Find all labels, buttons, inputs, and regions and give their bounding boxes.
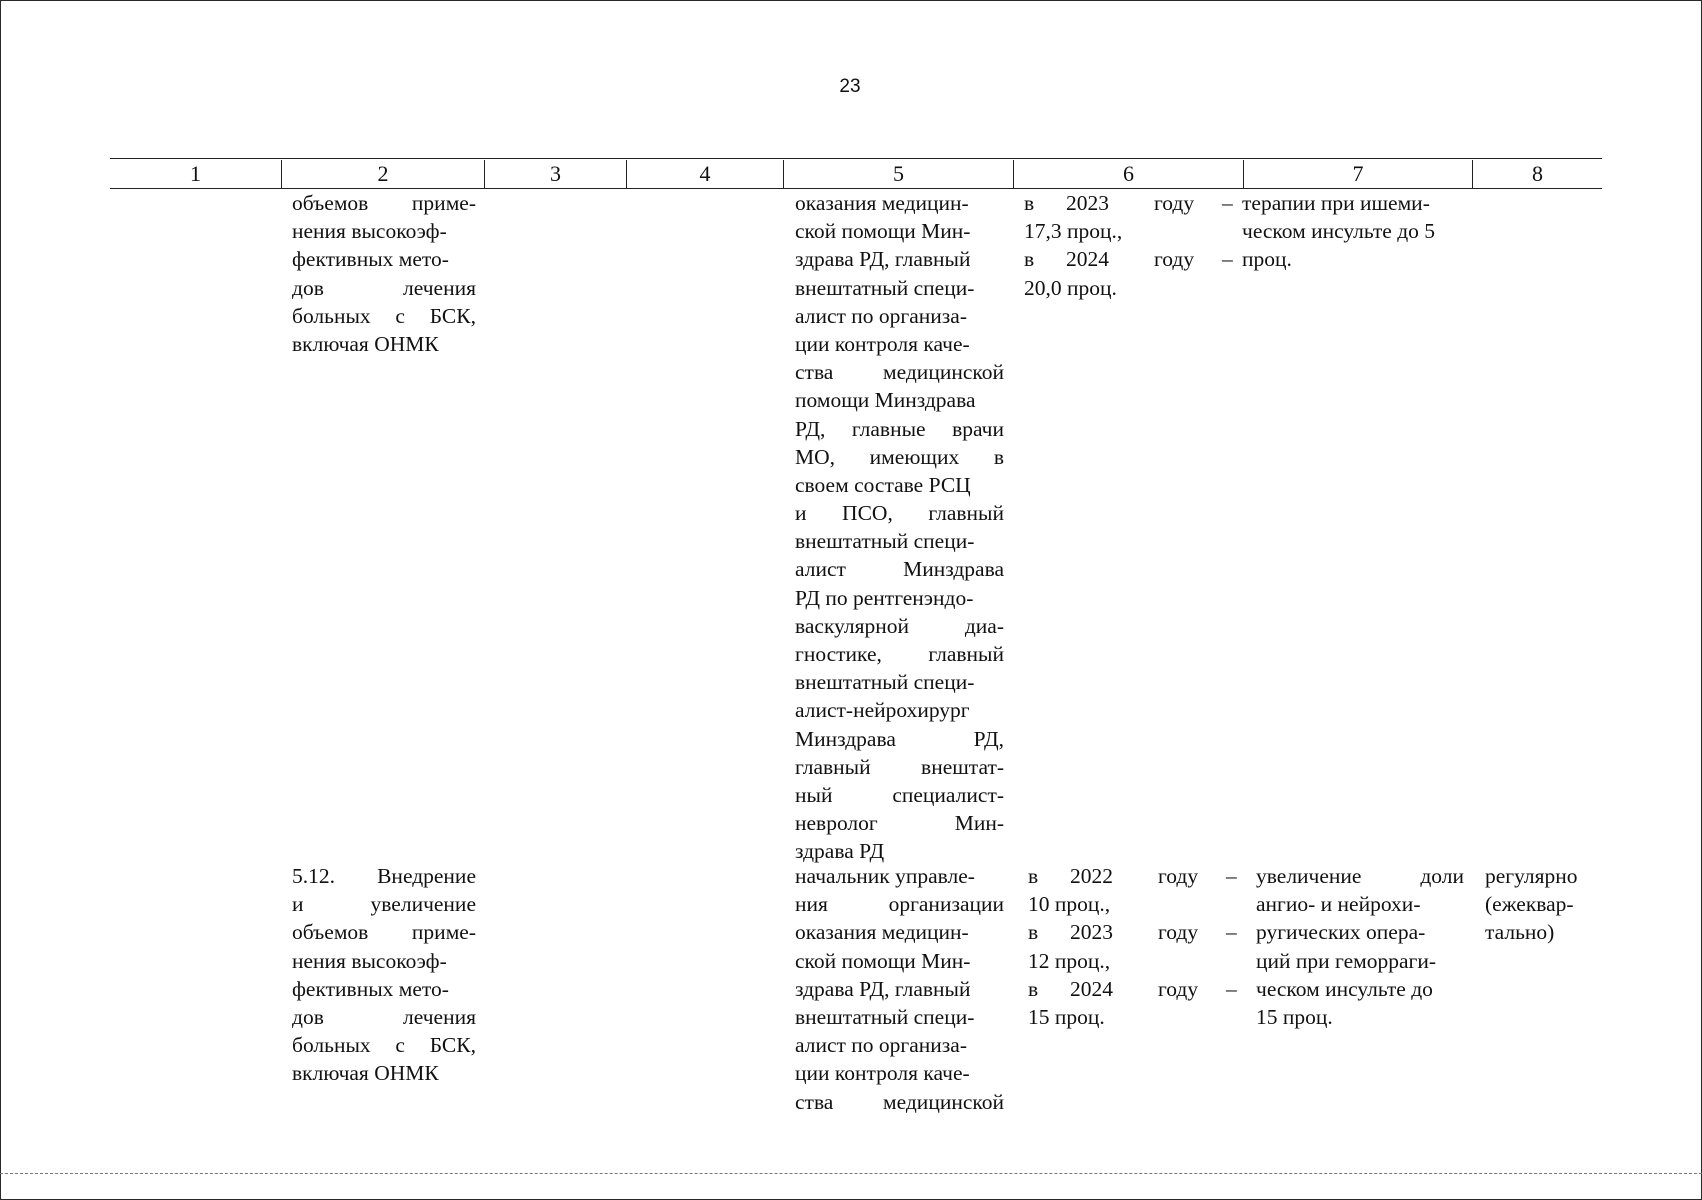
text-line: оказания медицин-: [795, 920, 969, 945]
row2-responsible-cell: [795, 862, 1004, 1116]
text-line: (ежеквар-: [1485, 892, 1574, 917]
text-line: больных с БСК,: [292, 303, 476, 328]
header-top-rule: [110, 158, 1602, 159]
percent-value: 15 проц.: [1028, 1004, 1105, 1029]
text-line: и ПСО, главный: [795, 501, 1004, 526]
column-header-3: 3: [550, 161, 561, 186]
text-line: ангио- и нейрохи-: [1256, 892, 1421, 917]
column-header-1: 1: [190, 161, 201, 186]
text-line: терапии при ишеми-: [1242, 191, 1430, 215]
text-line: РД по рентгенэндо-: [795, 585, 974, 610]
text-line: ный специалист-: [795, 782, 1004, 807]
text-line: регулярно: [1485, 864, 1578, 888]
text-line: ругических опера-: [1256, 920, 1426, 945]
text-line: внештатный специ-: [795, 670, 975, 695]
dash: –: [1226, 976, 1237, 1001]
text-line: тально): [1485, 920, 1555, 945]
text-line: МО, имеющих в: [795, 444, 1004, 469]
column-header-4: 4: [699, 161, 711, 186]
year-prefix: в: [1024, 191, 1035, 215]
year-word: году: [1154, 247, 1195, 272]
text-line: ской помощи Мин-: [795, 219, 971, 244]
row1-responsible-cell: [795, 189, 1004, 866]
text-line: здрава РД: [795, 839, 885, 864]
text-line: 5.12. Внедрение: [292, 864, 476, 888]
year-value: 2024: [1070, 976, 1113, 1001]
text-line: нения высокоэф-: [292, 948, 447, 973]
text-line: ции контроля каче-: [795, 1061, 970, 1086]
text-line: 15 проц.: [1256, 1004, 1333, 1029]
text-line: гностике, главный: [795, 642, 1004, 666]
year-prefix: в: [1028, 920, 1039, 945]
text-line: своем составе РСЦ: [795, 472, 971, 497]
row1-indicator-values-cell: [1024, 189, 1274, 302]
column-header-7: 7: [1352, 161, 1364, 186]
text-line: оказания медицин-: [795, 191, 969, 215]
column-header-6: 6: [1123, 161, 1134, 186]
year-word: году: [1158, 864, 1199, 888]
text-line: дов лечения: [292, 275, 476, 300]
text-line: больных с БСК,: [292, 1033, 476, 1058]
text-line: ства медицинской: [795, 360, 1004, 385]
row2-deadline-cell: [1485, 862, 1600, 947]
text-line: внештатный специ-: [795, 1004, 975, 1029]
percent-value: 20,0 проц.: [1024, 275, 1117, 300]
text-line: ции контроля каче-: [795, 331, 970, 356]
year-line: [1024, 245, 1274, 273]
text-line: алист Минздрава: [795, 557, 1004, 582]
year-value: 2022: [1070, 864, 1113, 888]
column-header-5: 5: [893, 161, 904, 186]
text-line: васкулярной диа-: [795, 613, 1004, 638]
text-line: помощи Минздрава: [795, 388, 976, 413]
percent-value: 12 проц.,: [1028, 948, 1111, 973]
row1-task-cell: [292, 189, 476, 358]
dash: –: [1226, 864, 1237, 888]
year-line: [1028, 862, 1278, 890]
text-line: невролог Мин-: [795, 811, 1004, 836]
text-line: объемов приме-: [292, 191, 476, 215]
text-line: ческом инсульте до 5: [1242, 219, 1436, 244]
text-line: ской помощи Мин-: [795, 948, 971, 973]
row2-indicator-values-cell: [1028, 862, 1278, 1031]
page-number: 23: [839, 76, 861, 97]
text-line: фективных мето-: [292, 976, 449, 1001]
year-word: году: [1154, 191, 1195, 215]
text-line: алист-нейрохирург: [795, 698, 970, 723]
year-line: [1028, 975, 1278, 1003]
text-line: алист по организа-: [795, 303, 967, 328]
column-header-2: 2: [377, 161, 389, 186]
text-line: включая ОНМК: [292, 1061, 439, 1086]
dash: –: [1222, 247, 1233, 272]
text-line: начальник управле-: [795, 864, 975, 888]
text-line: главный внештат-: [795, 754, 1004, 779]
year-value: 2023: [1070, 920, 1113, 945]
text-line: ческом инсульте до: [1256, 976, 1433, 1001]
row1-result-cell: [1242, 189, 1468, 274]
text-line: включая ОНМК: [292, 331, 439, 356]
year-value: 2024: [1066, 247, 1109, 272]
text-line: внештатный специ-: [795, 529, 975, 554]
scan-edge-line: [0, 1173, 1702, 1175]
text-line: ния организации: [795, 892, 1004, 917]
text-line: здрава РД, главный: [795, 976, 971, 1001]
text-line: здрава РД, главный: [795, 247, 971, 272]
year-prefix: в: [1024, 247, 1035, 272]
year-word: году: [1158, 920, 1199, 945]
year-word: году: [1158, 976, 1199, 1001]
text-line: проц.: [1242, 247, 1292, 272]
row2-result-cell: [1256, 862, 1464, 1031]
text-line: внештатный специ-: [795, 275, 975, 300]
year-line: [1028, 918, 1278, 946]
text-line: фективных мето-: [292, 247, 449, 272]
row2-task-cell: [292, 862, 476, 1088]
text-line: объемов приме-: [292, 920, 476, 945]
year-line: [1024, 189, 1274, 217]
text-line: ций при геморраги-: [1256, 948, 1436, 973]
year-prefix: в: [1028, 864, 1039, 888]
text-line: нения высокоэф-: [292, 219, 447, 244]
text-line: алист по организа-: [795, 1033, 967, 1058]
text-line: и увеличение: [292, 892, 476, 917]
dash: –: [1226, 920, 1237, 945]
text-line: увеличение доли: [1256, 864, 1464, 888]
year-prefix: в: [1028, 976, 1039, 1001]
year-value: 2023: [1066, 191, 1109, 215]
percent-value: 17,3 проц.,: [1024, 219, 1123, 244]
text-line: РД, главные врачи: [795, 416, 1004, 441]
column-header-8: 8: [1532, 161, 1543, 186]
text-line: дов лечения: [292, 1004, 476, 1029]
text-line: Минздрава РД,: [795, 726, 1004, 751]
dash: –: [1222, 191, 1233, 215]
percent-value: 10 проц.,: [1028, 892, 1111, 917]
text-line: ства медицинской: [795, 1089, 1004, 1114]
